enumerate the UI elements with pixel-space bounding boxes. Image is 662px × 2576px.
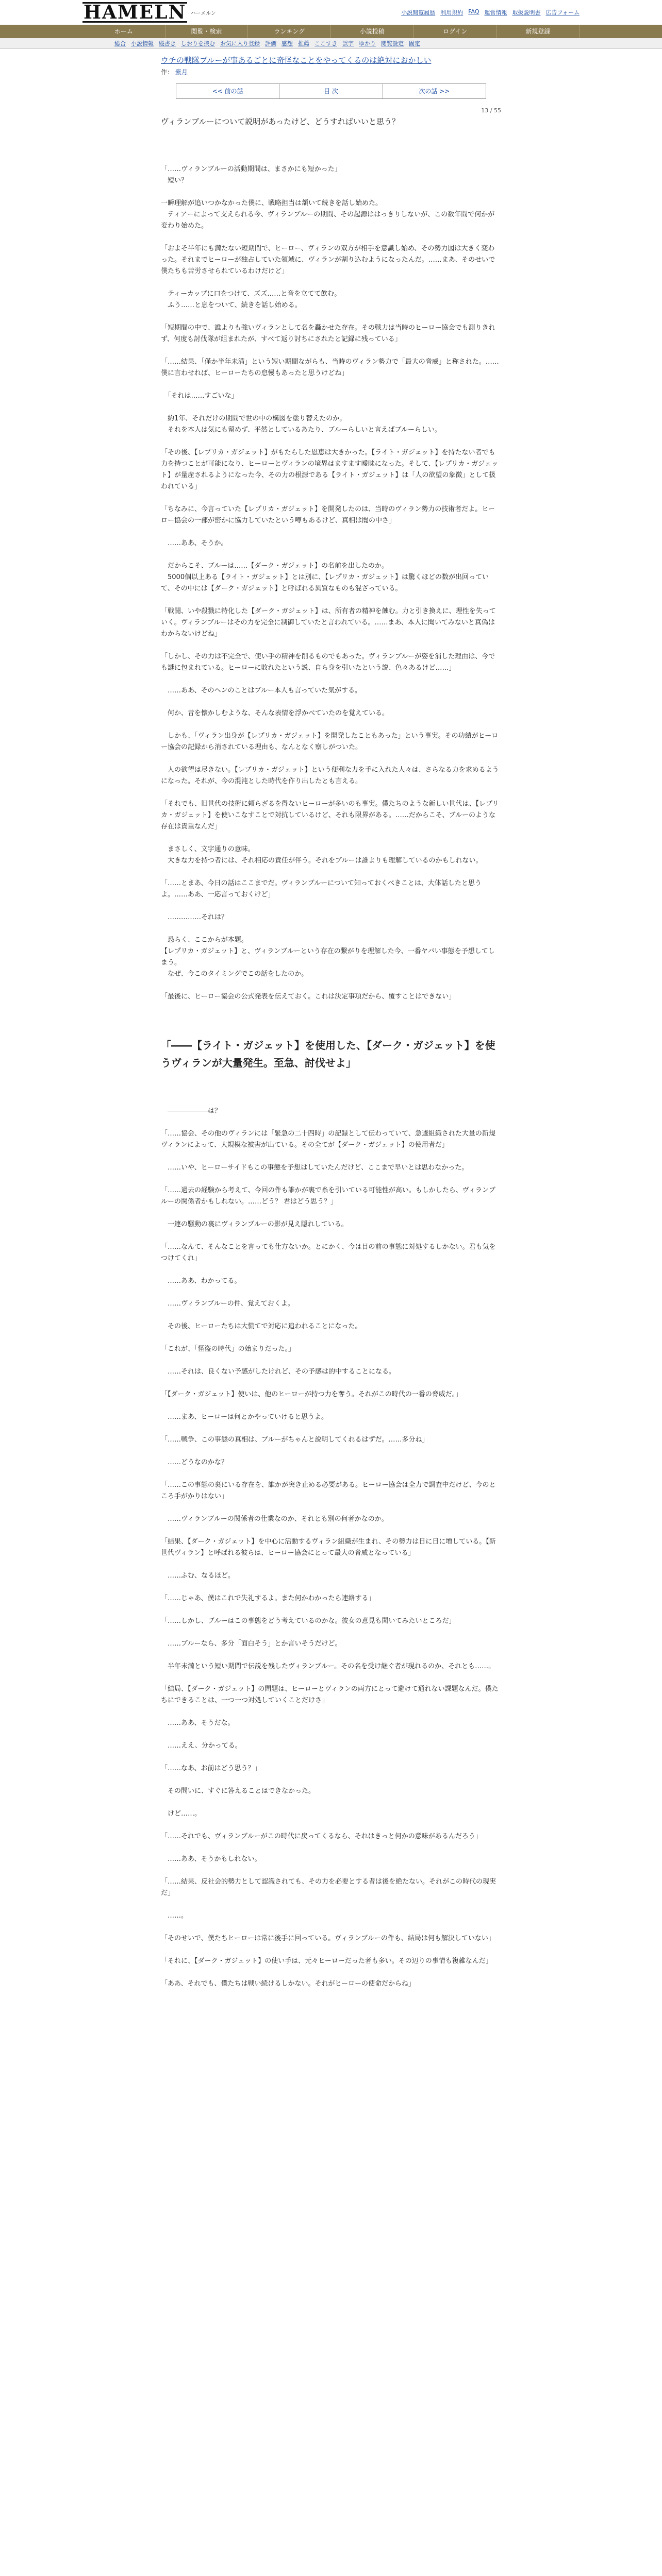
logo-wordmark: HAMELN [84,2,187,23]
subnav-link[interactable]: ここすき [315,40,337,47]
toc-link[interactable]: 目 次 [279,84,383,98]
body-paragraph [161,1582,501,1593]
body-paragraph: ……ああ、そうだな。 [161,1719,235,1727]
body-paragraph: ……ああ、わかってる。 [161,1277,241,1285]
body-paragraph [161,1899,501,1910]
body-paragraph [161,980,501,991]
body-paragraph: 「これが、「怪盗の時代」の始まりだった。」 [161,1345,295,1353]
body-paragraph [161,1468,501,1480]
body-paragraph: 「……とまあ、今日の話はここまでだ。ヴィランブルーについて知っておくべきことは、大体話したと思うよ。……ああ、一応言っておくけど」 [161,879,482,899]
body-paragraph: 「……この事態の裏にいる存在を、誰かが突き止める必要がある。ヒーロー協会は全力で調査中だけど、今のところ手がかりはない」 [161,1481,496,1500]
body-paragraph: 人の欲望は尽きない。【レプリカ・ガジェット】という便利な力を手に入れた人々は、さらなる力を求めるようになった。それが、今の混沌とした時代を作り出したとも言える。 [161,766,499,785]
body-paragraph [161,1400,501,1412]
nav-item[interactable]: ランキング [248,25,331,38]
header-links [401,8,580,16]
body-paragraph [161,1944,501,1956]
body-paragraph: 「……ヴィランブルーの活動期間は、まさかにも短かった」 [161,165,341,173]
body-paragraph [161,402,501,413]
subnav-link[interactable]: 評価 [265,40,276,47]
body-paragraph: ……………それは？ [161,913,228,921]
subnav-link[interactable]: 縦書き [159,40,176,47]
subnav-link[interactable]: 閲覧設定 [381,40,404,47]
header-link[interactable]: 利用規約 [440,9,464,16]
body-paragraph [161,1604,501,1616]
body-paragraph: 「ああ、それでも、僕たちは戦い続けるしかない。それがヒーローの使命だからね」 [161,1980,415,1988]
body-paragraph: 約1年、それだけの期間で世の中の構図を塗り替えたのか。 [161,415,346,422]
header-link[interactable]: 運営情報 [484,9,507,16]
body-paragraph: 「結局、【ダーク・ガジェット】の問題は、ヒーローとヴィランの両方にとって避けて通れない課題なんだ。僕たちにできることは、一つ一つ対処していくことだけさ」 [161,1685,499,1704]
body-paragraph [161,1378,501,1389]
body-paragraph: ……まあ、ヒーローは何とかやっていけると思うよ。 [161,1413,328,1421]
subnav-link[interactable]: 感想 [282,40,293,47]
body-paragraph: 「【ダーク・ガジェット】使いは、他のヒーローが持つ力を奪う。それがこの時代の一番の脅威だ。」 [161,1391,462,1398]
body-paragraph [161,867,501,878]
site-header [0,0,662,25]
body-paragraph [161,187,501,198]
body-paragraph: ……ああ、そのヘンのことはブルー本人も言っていた気がする。 [161,687,361,694]
novel-title[interactable]: ウチの戦隊ブルーが事あるごとに奇怪なことをやってくるのは絶対におかしい [161,56,432,65]
body-paragraph [161,1287,501,1298]
subnav-link[interactable]: ゆかり [359,40,376,47]
prev-episode-link[interactable]: << 前の話 [176,84,279,98]
body-paragraph [161,1774,501,1786]
body-paragraph: しかも、「ヴィラン出身が【レプリカ・ガジェット】を開発したこともあった」という事実。その功績がヒーロー協会の記録から消されている理由も、なんとなく察しがついた。 [161,732,499,751]
body-paragraph [161,1706,501,1718]
author-label: 作： [161,69,174,76]
subnav-link[interactable]: 総合 [114,40,126,47]
body-paragraph: 5000個以上ある【ライト・ガジェット】とは別に、【レプリカ・ガジェット】は驚くほどの数が出回っていて、その中には【ダーク・ガジェット】と呼ばれる異質なものも混ざっている。 [161,573,489,592]
body-paragraph: それを本人は気にも留めず、平然としているあたり、ブルーらしいと言えばブルーらしい。 [161,426,441,434]
site-logo[interactable] [82,2,216,23]
body-paragraph: 一連の騒動の裏にヴィランブルーの影が見え隠れしている。 [161,1221,348,1228]
body-paragraph: 大きな力を持つ者には、それ相応の責任が伴う。それをブルーは誰よりも理解しているのかもしれない。 [161,857,483,865]
body-paragraph [161,1174,501,1185]
novel-body [161,152,501,1990]
body-paragraph: 「結果、【ダーク・ガジェット】を中心に活動するヴィラン組織が生まれ、その勢力は日に日に増している。【新世代ヴィラン】と呼ばれる彼らは、ヒーロー協会にとって最大の脅威となっている」 [161,1538,496,1557]
body-paragraph [161,1310,501,1321]
body-paragraph [161,1842,501,1854]
episode-subtitle: ヴィランブルーについて説明があったけど、どうすればいいと思う？ [161,117,400,126]
header-link[interactable]: 小説閲覧履歴 [401,9,436,16]
nav-item[interactable]: 小説投稿 [331,25,414,38]
body-paragraph: 「それでも、旧世代の技術に頼らざるを得ないヒーローが多いのも事実。僕たちのような新しい世代は、【レプリカ・ガジェット】を使いこなすことで対抗しているけど、それも限界がある。……だからこそ、ブルーのような存在は貴重なんだ」 [161,800,499,831]
body-paragraph [161,1672,501,1684]
episode-count: 13 / 55 [481,107,501,114]
body-paragraph [161,1525,501,1536]
body-paragraph [161,527,501,538]
body-paragraph [161,549,501,561]
nav-item[interactable]: ログイン [414,25,497,38]
body-paragraph [161,493,501,504]
body-paragraph: 「戦闘、いや殺戮に特化した【ダーク・ガジェット】は、所有者の精神を蝕む。力と引き換えに、理性を失っていく。ヴィランブルーはその力を完全に制御していたと言われている。……まあ、本人に聞いてみないと真偽はわからないけどね」 [161,607,496,638]
body-paragraph: 「およそ半年にも満たない短期間で、ヒーロー、ヴィランの双方が相手を意識し始め、その勢力図は大きく変わった。それまでヒーローが独占していた領域に、ヴィランが割り込むようになったんだ。……まあ、そのせいで僕たちも苦労させられているわけだけど」 [161,245,495,275]
header-link[interactable]: 広告フォーム [545,9,580,16]
body-paragraph [161,277,501,289]
body-paragraph: 「……なあ、お前はどう思う？」 [161,1765,261,1772]
body-paragraph [161,697,501,708]
body-paragraph [161,1072,501,1083]
body-paragraph: 「……結果、反社会的勢力として認識されても、その力を必要とする者は後を絶たない。それがこの時代の現実だ」 [161,1878,496,1897]
subnav-link[interactable]: 推薦 [298,40,309,47]
body-paragraph: ――――――は？ [161,1107,222,1115]
body-paragraph [161,1332,501,1344]
body-paragraph: 「それに、【ダーク・ガジェット】の使い手は、元々ヒーローだった者も多い。その辺りの事情も複雑なんだ」 [161,1957,492,1965]
body-paragraph: 「……戦争、この事態の真相は、ブルーがちゃんと説明してくれるはずだ。……多分ね」 [161,1436,429,1444]
body-paragraph [161,311,501,323]
body-paragraph: 「……しかし、ブルーはこの事態をどう考えているのかな。彼女の意見も聞いてみたいところだ」 [161,1617,456,1625]
body-paragraph: 「……なんて、そんなことを言っても仕方ないか。とにかく、今は目の前の事態に対処するしかない。君も気をつけてくれ」 [161,1243,496,1262]
body-paragraph [161,1650,501,1661]
body-paragraph: 一瞬理解が追いつかなかった僕に、戦略担当は頷いて続きを話し始めた。 [161,199,383,207]
body-paragraph: ……ふむ、なるほど。 [161,1572,235,1580]
body-paragraph [161,1922,501,1933]
body-paragraph: 「……それでも、ヴィランブルーがこの時代に戻ってくるなら、それはきっと何かの意味があるんだろう」 [161,1833,482,1840]
subnav-link[interactable]: 誤字 [342,40,354,47]
body-paragraph [161,1820,501,1831]
body-paragraph [161,152,501,164]
body-paragraph [161,640,501,651]
body-paragraph: なぜ、今このタイミングでこの話をしたのか。 [161,970,308,978]
body-paragraph [161,674,501,685]
body-paragraph [161,1423,501,1434]
nav-item[interactable]: 新規登録 [496,25,580,38]
body-paragraph: ふう……と息をついて、続きを話し始める。 [161,301,302,309]
body-paragraph [161,1797,501,1808]
nav-item[interactable]: ホーム [82,25,166,38]
next-episode-link[interactable]: 次の話 >> [419,88,450,95]
body-paragraph [161,901,501,912]
body-paragraph: 【レプリカ・ガジェット】と、ヴィランブルーという存在の繋がりを理解した今、一番ヤバい事態を予想してしまう。 [161,947,495,967]
subnav-link[interactable]: 小説情報 [131,40,154,47]
body-paragraph: ……いや、ヒーローサイドもこの事態を予想はしていたんだけど、ここまで早いとは思わなかった。 [161,1164,469,1172]
body-paragraph [161,1003,501,1014]
body-paragraph: けど……。 [161,1810,202,1818]
subnav-link[interactable]: お気に入り登録 [220,40,260,47]
body-paragraph [161,787,501,799]
body-paragraph: 恐らく、ここからが本題。 [161,936,248,944]
body-paragraph: ……。 [161,1912,188,1920]
body-paragraph [161,1025,501,1037]
body-paragraph: 「……協会、その他のヴィランには「緊急の二十四時」の記録として伝わっていて、急遽組織された大量の新規ヴィランによって、大規模な被害が出ている。その全てが【ダーク・ガジェット】の使用者だ」 [161,1130,495,1149]
body-paragraph: 「最後に、ヒーロー協会の公式発表を伝えておく。これは決定事項だから、覆すことはできない」 [161,993,456,1001]
body-paragraph: 「そのせいで、僕たちヒーローは常に後手に回っている。ヴィランブルーの件も、結局は何も解決していない」 [161,1935,495,1942]
body-paragraph: 「……結果、「僅か半年未満」という短い期間ながらも、当時のヴィラン勢力で「最大の脅威」と称された。……僕に言わせれば、ヒーローたちの怠慢もあったと思うけどね」 [161,358,499,377]
body-paragraph [161,1083,501,1094]
body-paragraph [161,1117,501,1128]
author-link[interactable]: 紫月 [175,69,188,76]
body-paragraph: ……ヴィランブルーの件、覚えておくよ。 [161,1300,294,1308]
logo-tagline: ハーメルン [190,10,216,16]
header-link[interactable]: FAQ [468,8,479,15]
body-paragraph: 「しかし、その力は不完全で、使い手の精神を削るものでもあった。ヴィランブルーが姿を消した理由は、今でも謎に包まれている。ヒーローに敗れたという説、自ら身を引いたという説、色々あるけど……」 [161,653,495,672]
body-paragraph: 「その後、【レプリカ・ガジェット】がもたらした恩恵は大きかった。【ライト・ガジェット】を持たない者でも力を持つことが可能になり、ヒーローとヴィランの境界はますます曖昧になった。そして、【レプリカ・ガジェット】が量産されるようになった今、その力の根源である【ライト・ガジェット】は「人の欲望の象徴」として扱われている」 [161,449,499,490]
body-paragraph [161,719,501,731]
body-paragraph [161,753,501,765]
body-paragraph [161,1230,501,1242]
body-paragraph: その後、ヒーローたちは大慌てで対応に追われることになった。 [161,1323,362,1330]
body-paragraph: ……ああ、そうか。 [161,539,228,547]
body-paragraph: ……ブルーなら、多分「面白そう」とか言いそうだけど。 [161,1640,342,1648]
body-paragraph: 「短期間の中で、誰よりも強いヴィランとして名を轟かせた存在。その戦力は当時のヒーロー協会でも測りきれず、何度も討伐隊が組まれたが、すべて返り討ちにされたと記録に残っている」 [161,324,495,343]
body-paragraph [161,1446,501,1457]
body-paragraph [161,923,501,935]
novel-subnav [0,38,662,49]
body-paragraph: 「……じゃあ、僕はこれで失礼するよ。また何かわかったら連絡する」 [161,1595,375,1602]
header-link[interactable]: 取扱説明書 [512,9,541,16]
body-paragraph: 「……過去の経験から考えて、今回の件も誰かが裏で糸を引いている可能性が高い。もしかしたら、ヴィランブルーの関係者かもしれない。……どう？ 君はどう思う？」 [161,1187,495,1206]
body-paragraph: 「それは……すごいな」 [161,392,238,400]
body-paragraph: ……それは、良くない予感がしたけれど、その予感は的中することになる。 [161,1368,396,1376]
body-paragraph [161,595,501,606]
episode-pager [176,83,486,99]
body-paragraph [161,833,501,844]
body-paragraph [161,1967,501,1978]
body-paragraph [161,1094,501,1106]
subnav-link[interactable]: 固定 [409,40,420,47]
body-paragraph [161,1014,501,1025]
body-paragraph: 何か、昔を懐かしむような、そんな表情を浮かべていたのを覚えている。 [161,709,389,717]
body-paragraph: 「――【ライト・ガジェット】を使用した、【ダーク・ガジェット】を使うヴィランが大量発生。至急、討伐せよ」 [161,1039,495,1069]
body-paragraph [161,1627,501,1638]
body-paragraph: ……どうなのかな？ [161,1459,228,1466]
body-paragraph: 「ちなみに、今言っていた【レプリカ・ガジェット】を開発したのは、当時のヴィラン勢力の技術者だよ。ヒーロー協会の一部が密かに協力していたという噂もあるけど、真相は闇の中さ」 [161,505,495,524]
body-paragraph [161,345,501,357]
body-paragraph [161,1151,501,1162]
body-paragraph [161,1355,501,1366]
body-paragraph: ティアーによって支えられる今、ヴィランブルーの期間、その起源ははっきりしないが、この数年間で何かが変わり始めた。 [161,211,495,230]
global-nav [0,25,662,38]
body-paragraph: その問いに、すぐに答えることはできなかった。 [161,1787,316,1795]
body-paragraph: まさしく、文字通りの意味。 [161,845,255,853]
body-paragraph [161,1559,501,1570]
body-paragraph: ……ええ、分かってる。 [161,1742,242,1750]
body-paragraph [161,1502,501,1514]
body-paragraph [161,1729,501,1740]
body-paragraph [161,436,501,447]
author-line [161,67,501,76]
body-paragraph: 半年未満という短い期間で伝説を残したヴィランブルー。その名を受け継ぐ者が現れるのか、それとも……。 [161,1663,495,1670]
body-paragraph [161,379,501,391]
body-paragraph: ……ああ、そうかもしれない。 [161,1855,261,1863]
body-paragraph [161,1865,501,1876]
subnav-link[interactable]: しおりを挟む [181,40,215,47]
body-paragraph [161,1264,501,1276]
body-paragraph [161,1208,501,1219]
main-content [161,49,501,1990]
body-paragraph: ……ヴィランブルーの関係者の仕業なのか、それとも別の何者かなのか。 [161,1515,388,1523]
nav-item[interactable]: 閲覧・検索 [166,25,249,38]
body-paragraph: だからこそ、ブルーは……【ダーク・ガジェット】の名前を出したのか。 [161,562,388,570]
body-paragraph: 短い？ [161,177,188,184]
body-paragraph: ティーカップに口をつけて、ズズ……と音を立てて飲む。 [161,290,341,298]
body-paragraph [161,1752,501,1763]
body-paragraph [161,232,501,243]
